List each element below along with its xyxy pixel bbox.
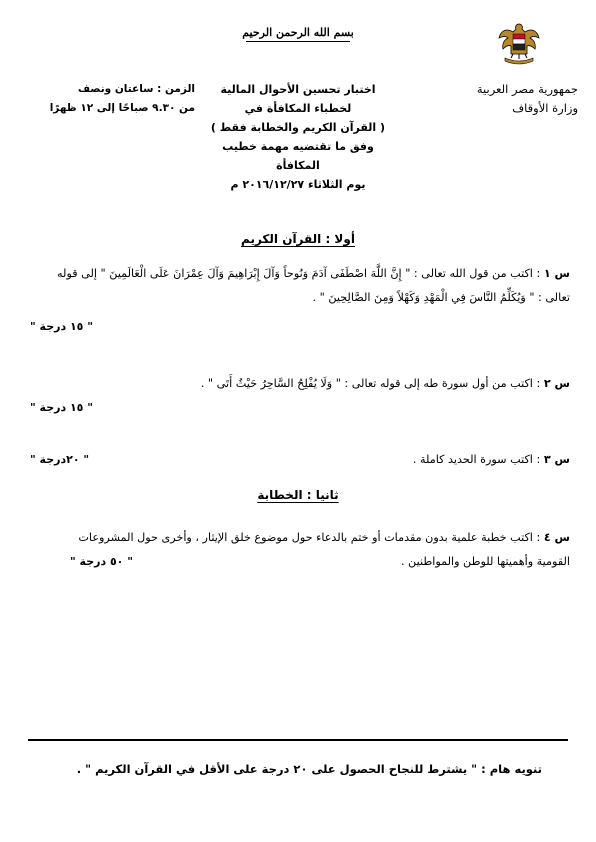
exam-basis: وفق ما تقتضيه مهمة خطيب المكافأة bbox=[222, 140, 374, 172]
eagle-emblem-icon bbox=[497, 20, 541, 66]
section-title-quran: أولا : القرآن الكريم bbox=[241, 232, 355, 246]
section-title-khutba: ثانيا : الخطابة bbox=[257, 488, 339, 502]
question-4-line-1: : اكتب خطبة علمية بدون مقدمات أو ختم بالدعاء حول موضوع خلق الإيثار ، وأخرى حول المشروعات bbox=[78, 531, 541, 544]
question-3-label: س ٣ bbox=[543, 453, 570, 466]
question-2-grade: " ١٥ درجة " bbox=[30, 401, 93, 414]
time-block bbox=[20, 80, 195, 118]
question-3-grade: " ٢٠درجة " bbox=[30, 453, 90, 466]
ministry-name: وزارة الأوقاف bbox=[512, 101, 578, 115]
question-3-text: : اكتب سورة الحديد كاملة . bbox=[412, 453, 541, 466]
exam-target: لخطباء المكافأة في bbox=[244, 102, 352, 115]
question-1-grade: " ١٥ درجة " bbox=[30, 320, 93, 333]
question-4-grade: " ٥٠ درجة " bbox=[70, 555, 133, 568]
question-4-line-2: القومية وأهميتها للوطن والمواطنين . bbox=[400, 555, 570, 568]
question-1-line-2: تعالى : " وَيُكَلِّمُ النَّاسَ فِي الْمَهْدِ وَكَهْلاً وَمِنَ الصَّالِحِينَ " . bbox=[312, 291, 570, 304]
basmala-underline bbox=[246, 41, 350, 42]
basmala: بسم الله الرحمن الرحيم bbox=[242, 26, 354, 39]
question-2-label: س ٢ bbox=[543, 377, 570, 390]
exam-date: يوم الثلاثاء ٢٠١٦/١٢/٢٧ م bbox=[230, 178, 366, 191]
question-3 bbox=[160, 448, 570, 472]
question-2 bbox=[24, 372, 570, 396]
exam-title-block bbox=[200, 80, 396, 194]
time-duration: الزمن : ساعتان ونصف bbox=[77, 83, 195, 95]
exam-title: اختبار تحسين الأحوال المالية bbox=[220, 83, 376, 96]
footer-divider bbox=[28, 739, 568, 741]
question-1-line-1: : اكتب من قول الله تعالى : " إِنَّ اللَّهَ اصْطَفَى آدَمَ وَنُوحاً وَآلَ إِبْرَاهِيمَ وَآلَ عِمْرَانَ عَلَى الْعَالَمِينَ " إلى قوله bbox=[57, 267, 541, 280]
issuer-block bbox=[448, 80, 578, 118]
question-1 bbox=[24, 262, 570, 310]
exam-scope: ( القرآن الكريم والخطابة فقط ) bbox=[210, 121, 386, 134]
question-1-label: س ١ bbox=[543, 267, 570, 280]
country-name: جمهورية مصر العربية bbox=[476, 82, 578, 96]
question-2-text: : اكتب من أول سورة طه إلى قوله تعالى : " وَلَا يُفْلِحُ السَّاحِرُ حَيْثُ أَتَى " . bbox=[200, 377, 541, 390]
time-range: من ٩.٣٠ صباحًا إلى ١٢ ظهرًا bbox=[49, 102, 195, 114]
important-note: تنويه هام : " يشترط للنجاح الحصول على ٢٠ درجة على الأقل في القرآن الكريم " . bbox=[76, 762, 542, 776]
question-4-label: س ٤ bbox=[543, 531, 570, 544]
